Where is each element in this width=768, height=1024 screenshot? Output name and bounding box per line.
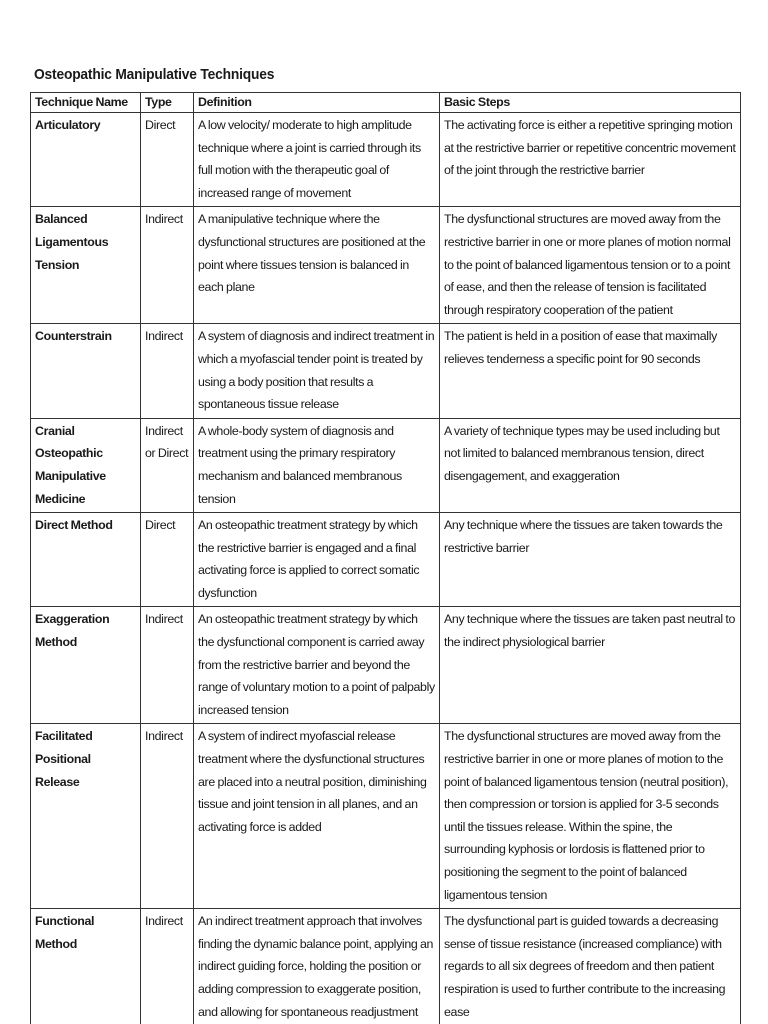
table-row — [31, 207, 741, 324]
document-page — [30, 64, 740, 1024]
table-header-row — [31, 93, 741, 113]
technique-type-cell: Indirect — [141, 207, 194, 324]
technique-steps-cell: Any technique where the tissues are taken past neutral to the indirect physiological barrier — [440, 607, 741, 724]
technique-definition-cell: A system of diagnosis and indirect treatment in which a myofascial tender point is treated by using a body position that results a spontaneous tissue release — [194, 324, 440, 418]
technique-type-cell: Indirect — [141, 324, 194, 418]
technique-type-cell: Indirect — [141, 909, 194, 1024]
techniques-table — [30, 92, 741, 1024]
technique-steps-cell: Any technique where the tissues are taken towards the restrictive barrier — [440, 513, 741, 607]
technique-steps-cell: The patient is held in a position of ease that maximally relieves tenderness a specific point for 90 seconds — [440, 324, 741, 418]
technique-type-cell: Indirect or Direct — [141, 418, 194, 512]
technique-steps-cell: The activating force is either a repetitive springing motion at the restrictive barrier or repetitive concentric movement of the joint through the restrictive barrier — [440, 113, 741, 207]
technique-name-cell: Exaggeration Method — [31, 607, 141, 724]
document-title: Osteopathic Manipulative Techniques — [34, 66, 275, 83]
technique-type-cell: Direct — [141, 513, 194, 607]
technique-definition-cell: A system of indirect myofascial release treatment where the dysfunctional structures are placed into a neutral position, diminishing tissue and joint tension in all planes, and an activating force is added — [194, 724, 440, 909]
table-row — [31, 724, 741, 909]
technique-type-cell: Indirect — [141, 607, 194, 724]
technique-steps-cell: The dysfunctional part is guided towards a decreasing sense of tissue resistance (increased compliance) with regards to all six degrees of freedom and then patient respiration is used to further contribute to the increasing ease — [440, 909, 741, 1024]
technique-definition-cell: An indirect treatment approach that involves finding the dynamic balance point, applying an indirect guiding force, holding the position or adding compression to exaggerate position, and allowing for spontaneous readjustment — [194, 909, 440, 1024]
technique-definition-cell: A whole-body system of diagnosis and treatment using the primary respiratory mechanism and balanced membranous tension — [194, 418, 440, 512]
technique-name-cell: Facilitated Positional Release — [31, 724, 141, 909]
header-basic-steps: Basic Steps — [440, 93, 741, 113]
technique-type-cell: Indirect — [141, 724, 194, 909]
table-row — [31, 324, 741, 418]
table-row — [31, 113, 741, 207]
technique-definition-cell: A manipulative technique where the dysfunctional structures are positioned at the point where tissues tension is balanced in each plane — [194, 207, 440, 324]
technique-name-cell: Cranial Osteopathic Manipulative Medicine — [31, 418, 141, 512]
table-row — [31, 513, 741, 607]
technique-name-cell: Functional Method — [31, 909, 141, 1024]
table-row — [31, 909, 741, 1024]
technique-name-cell: Balanced Ligamentous Tension — [31, 207, 141, 324]
technique-definition-cell: A low velocity/ moderate to high amplitude technique where a joint is carried through its full motion with the therapeutic goal of increased range of movement — [194, 113, 440, 207]
table-row — [31, 607, 741, 724]
header-technique-name: Technique Name — [31, 93, 141, 113]
header-definition: Definition — [194, 93, 440, 113]
technique-type-cell: Direct — [141, 113, 194, 207]
technique-steps-cell: The dysfunctional structures are moved away from the restrictive barrier in one or more planes of motion normal to the point of balanced ligamentous tension or to a point of ease, and then the release of tension is facilitated through respiratory cooperation of the patient — [440, 207, 741, 324]
header-type: Type — [141, 93, 194, 113]
technique-name-cell: Counterstrain — [31, 324, 141, 418]
technique-definition-cell: An osteopathic treatment strategy by which the dysfunctional component is carried away from the restrictive barrier and beyond the range of voluntary motion to a point of palpably increased tension — [194, 607, 440, 724]
table-row — [31, 418, 741, 512]
technique-definition-cell: An osteopathic treatment strategy by which the restrictive barrier is engaged and a final activating force is applied to correct somatic dysfunction — [194, 513, 440, 607]
technique-steps-cell: The dysfunctional structures are moved away from the restrictive barrier in one or more planes of motion to the point of balanced ligamentous tension (neutral position), then compression or torsion is applied for 3-5 seconds until the tissues release. Within the spine, the surrounding kyphosis or lordosis is flattened prior to positioning the segment to the point of balanced ligamentous tension — [440, 724, 741, 909]
technique-steps-cell: A variety of technique types may be used including but not limited to balanced membranous tension, direct disengagement, and exaggeration — [440, 418, 741, 512]
technique-name-cell: Articulatory — [31, 113, 141, 207]
technique-name-cell: Direct Method — [31, 513, 141, 607]
